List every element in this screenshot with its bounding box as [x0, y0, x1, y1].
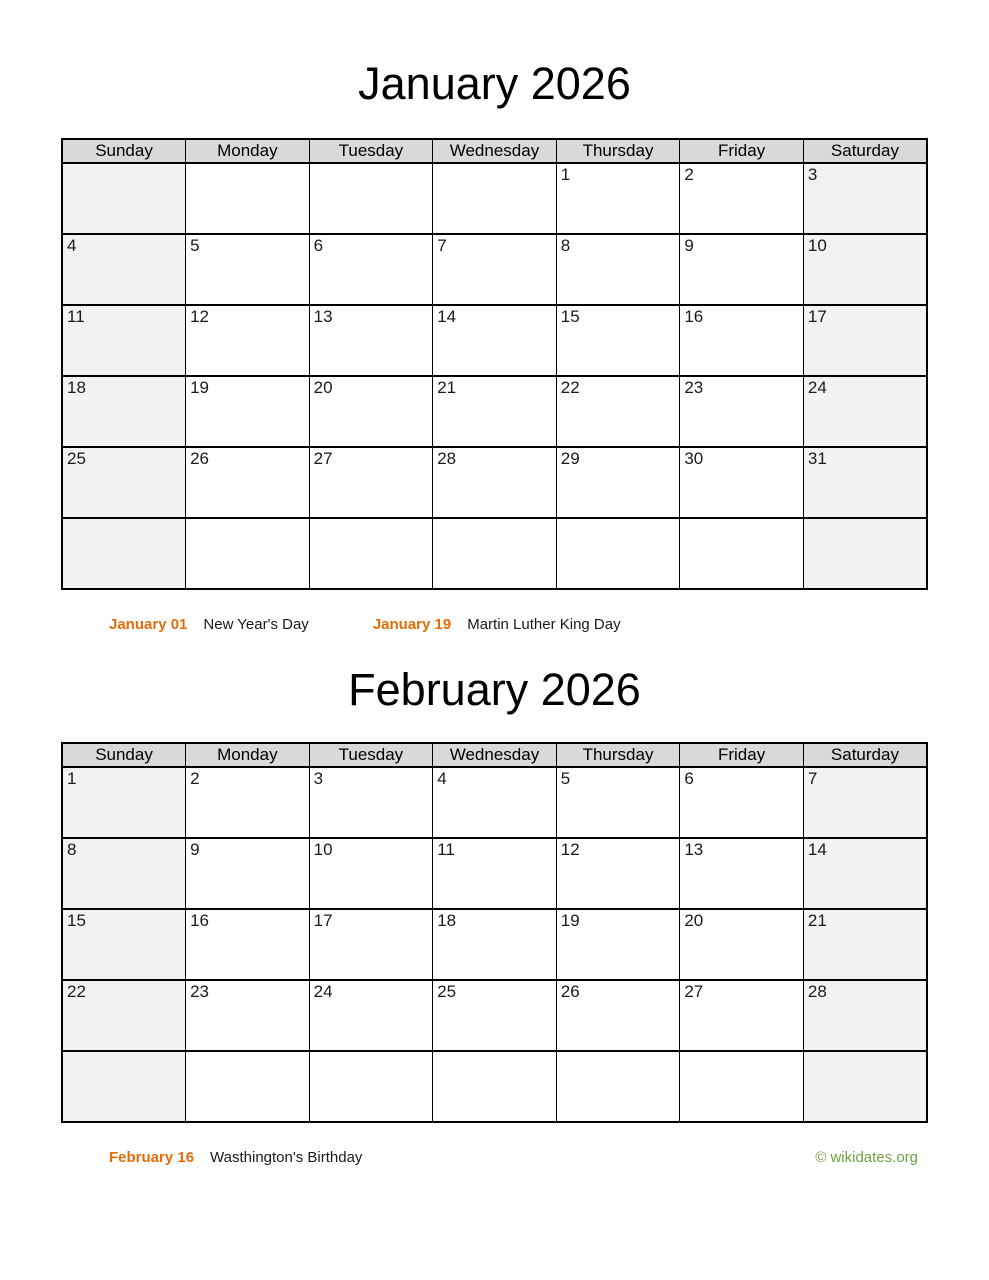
calendar-day-cell: [556, 447, 680, 518]
day-number: 2: [684, 164, 694, 184]
day-number: 1: [560, 164, 571, 184]
calendar-day-cell: [62, 376, 186, 447]
calendar-day-cell: [680, 234, 804, 305]
day-number: 22: [560, 377, 580, 397]
calendar-week-row: [62, 838, 927, 909]
weekday-header-sunday: Sunday: [62, 743, 186, 767]
holiday-entry: [373, 616, 621, 634]
weekday-header-friday: Friday: [680, 139, 804, 163]
day-number: 8: [560, 235, 571, 255]
month-title-january: January 2026: [358, 58, 631, 109]
day-number: 13: [684, 839, 704, 859]
day-number: 19: [560, 910, 580, 930]
calendar-day-cell: [556, 305, 680, 376]
february-holidays: [109, 1149, 815, 1167]
calendar-day-cell: [433, 909, 557, 980]
day-number: 3: [807, 164, 818, 184]
calendar-day-cell: [680, 163, 804, 234]
weekday-header-saturday: Saturday: [803, 743, 927, 767]
calendar-day-cell: [186, 767, 310, 838]
calendar-week-row: [62, 980, 927, 1051]
calendar-day-cell: [680, 980, 804, 1051]
calendar-day-cell: [433, 767, 557, 838]
day-number: 6: [313, 235, 324, 255]
calendar-week-row: [62, 305, 927, 376]
calendar-day-cell: [803, 234, 927, 305]
day-number: 25: [437, 981, 457, 1001]
weekday-header-sunday: Sunday: [62, 139, 186, 163]
january-holiday-line: [61, 616, 928, 634]
calendar-day-cell: [803, 767, 927, 838]
day-number: 11: [437, 839, 455, 859]
wikidates-copyright-link[interactable]: © wikidates.org: [815, 1148, 918, 1166]
day-number: 26: [190, 448, 209, 468]
calendar-empty-cell: [556, 1051, 680, 1122]
calendar-day-cell: [186, 376, 310, 447]
calendar-week-row: [62, 909, 927, 980]
calendar-day-cell: [62, 909, 186, 980]
day-number: 20: [313, 377, 333, 397]
calendar-empty-cell: [62, 1051, 186, 1122]
holiday-date: January 19: [372, 615, 452, 633]
calendar-week-row: [62, 447, 927, 518]
day-number: 17: [807, 306, 827, 326]
day-number: 6: [684, 768, 694, 788]
calendar-day-cell: [186, 909, 310, 980]
day-number: 11: [67, 306, 85, 326]
calendar-day-cell: [186, 234, 310, 305]
calendar-day-cell: [62, 767, 186, 838]
calendar-day-cell: [433, 447, 557, 518]
holiday-entry: [109, 1149, 362, 1167]
weekday-header-saturday: Saturday: [803, 139, 927, 163]
calendar-day-cell: [803, 305, 927, 376]
calendar-empty-cell: [433, 1051, 557, 1122]
calendar-day-cell: [62, 305, 186, 376]
calendar-day-cell: [556, 767, 680, 838]
calendar-day-cell: [803, 838, 927, 909]
calendar-day-cell: [62, 838, 186, 909]
day-number: 20: [684, 910, 704, 930]
day-number: 12: [190, 306, 209, 326]
day-number: 21: [807, 910, 827, 930]
holiday-name: Martin Luther King Day: [467, 615, 621, 633]
february-section: [0, 664, 989, 1167]
calendar-empty-cell: [62, 163, 186, 234]
calendar-day-cell: [186, 838, 310, 909]
weekday-header-thursday: Thursday: [556, 139, 680, 163]
day-number: 24: [807, 377, 827, 397]
calendar-empty-cell: [186, 1051, 310, 1122]
day-number: 3: [313, 768, 324, 788]
month-title-february: February 2026: [348, 663, 641, 715]
calendar-day-cell: [680, 838, 804, 909]
calendar-day-cell: [433, 980, 557, 1051]
calendar-day-cell: [309, 980, 433, 1051]
day-number: 15: [560, 306, 580, 326]
calendar-day-cell: [680, 447, 804, 518]
january-holidays: [109, 616, 918, 634]
holiday-date: January 01: [109, 615, 188, 633]
day-number: 30: [684, 448, 704, 468]
calendar-day-cell: [680, 767, 804, 838]
day-number: 7: [807, 768, 818, 788]
calendar-day-cell: [556, 909, 680, 980]
calendar-day-cell: [433, 838, 557, 909]
calendar-day-cell: [309, 447, 433, 518]
calendar-day-cell: [309, 234, 433, 305]
holiday-name: Wasthington's Birthday: [210, 1148, 363, 1166]
calendar-day-cell: [680, 376, 804, 447]
day-number: 7: [437, 235, 447, 255]
day-number: 17: [313, 910, 333, 930]
day-number: 25: [67, 448, 86, 468]
weekday-header-wednesday: Wednesday: [433, 139, 557, 163]
calendar-empty-cell: [186, 163, 310, 234]
day-number: 5: [190, 235, 200, 255]
day-number: 16: [190, 910, 209, 930]
calendar-day-cell: [62, 447, 186, 518]
calendar-week-row: [62, 1051, 927, 1122]
day-number: 9: [684, 235, 694, 255]
holiday-name: New Year's Day: [203, 615, 309, 633]
calendar-empty-cell: [433, 163, 557, 234]
calendar-day-cell: [433, 376, 557, 447]
weekday-header-row: [62, 743, 927, 767]
day-number: 26: [560, 981, 580, 1001]
january-calendar-table: [61, 138, 928, 590]
calendar-day-cell: [556, 980, 680, 1051]
day-number: 16: [684, 306, 704, 326]
day-number: 4: [67, 235, 77, 255]
calendar-day-cell: [309, 376, 433, 447]
day-number: 14: [437, 306, 457, 326]
calendar-day-cell: [309, 838, 433, 909]
day-number: 23: [684, 377, 704, 397]
calendar-day-cell: [186, 980, 310, 1051]
day-number: 19: [190, 377, 209, 397]
calendar-empty-cell: [309, 1051, 433, 1122]
day-number: 27: [313, 448, 333, 468]
day-number: 10: [313, 839, 333, 859]
calendar-day-cell: [186, 447, 310, 518]
calendar-day-cell: [433, 234, 557, 305]
day-number: 15: [67, 910, 86, 930]
calendar-empty-cell: [309, 163, 433, 234]
calendar-empty-cell: [803, 518, 927, 589]
calendar-day-cell: [186, 305, 310, 376]
calendar-empty-cell: [433, 518, 557, 589]
calendar-day-cell: [62, 980, 186, 1051]
calendar-day-cell: [309, 305, 433, 376]
weekday-header-tuesday: Tuesday: [309, 139, 433, 163]
day-number: 31: [807, 448, 827, 468]
holiday-date: February 16: [109, 1148, 195, 1166]
day-number: 14: [807, 839, 827, 859]
day-number: 23: [190, 981, 209, 1001]
calendar-empty-cell: [309, 518, 433, 589]
day-number: 5: [560, 768, 571, 788]
day-number: 18: [437, 910, 457, 930]
day-number: 1: [67, 768, 77, 788]
calendar-day-cell: [803, 163, 927, 234]
calendar-day-cell: [556, 376, 680, 447]
calendar-day-cell: [803, 376, 927, 447]
day-number: 29: [560, 448, 580, 468]
calendar-day-cell: [680, 909, 804, 980]
calendar-week-row: [62, 234, 927, 305]
day-number: 24: [313, 981, 333, 1001]
calendar-empty-cell: [556, 518, 680, 589]
calendar-empty-cell: [680, 518, 804, 589]
day-number: 28: [807, 981, 827, 1001]
day-number: 21: [437, 377, 457, 397]
calendar-empty-cell: [680, 1051, 804, 1122]
weekday-header-thursday: Thursday: [556, 743, 680, 767]
day-number: 9: [190, 839, 200, 859]
weekday-header-monday: Monday: [186, 743, 310, 767]
calendar-day-cell: [62, 234, 186, 305]
calendar-day-cell: [556, 234, 680, 305]
day-number: 22: [67, 981, 86, 1001]
day-number: 10: [807, 235, 827, 255]
calendar-day-cell: [309, 767, 433, 838]
calendar-day-cell: [803, 447, 927, 518]
weekday-header-wednesday: Wednesday: [433, 743, 557, 767]
weekday-header-monday: Monday: [186, 139, 310, 163]
day-number: 4: [437, 768, 447, 788]
weekday-header-tuesday: Tuesday: [309, 743, 433, 767]
calendar-day-cell: [680, 305, 804, 376]
calendar-week-row: [62, 376, 927, 447]
calendar-week-row: [62, 163, 927, 234]
calendar-empty-cell: [803, 1051, 927, 1122]
weekday-header-row: [62, 139, 927, 163]
holiday-entry: [109, 616, 309, 634]
calendar-day-cell: [803, 980, 927, 1051]
calendar-empty-cell: [62, 518, 186, 589]
day-number: 18: [67, 377, 86, 397]
february-table-wrap: [61, 742, 928, 1167]
day-number: 12: [560, 839, 580, 859]
day-number: 2: [190, 768, 200, 788]
january-table-wrap: [61, 138, 928, 634]
february-footer-line: [61, 1149, 928, 1167]
weekday-header-friday: Friday: [680, 743, 804, 767]
day-number: 28: [437, 448, 457, 468]
calendar-week-row: [62, 767, 927, 838]
calendar-empty-cell: [186, 518, 310, 589]
calendar-day-cell: [309, 909, 433, 980]
calendar-day-cell: [556, 163, 680, 234]
calendar-day-cell: [433, 305, 557, 376]
january-section: [0, 58, 989, 634]
day-number: 8: [67, 839, 77, 859]
day-number: 27: [684, 981, 704, 1001]
calendar-week-row: [62, 518, 927, 589]
calendar-day-cell: [556, 838, 680, 909]
day-number: 13: [313, 306, 333, 326]
february-calendar-table: [61, 742, 928, 1123]
calendar-day-cell: [803, 909, 927, 980]
